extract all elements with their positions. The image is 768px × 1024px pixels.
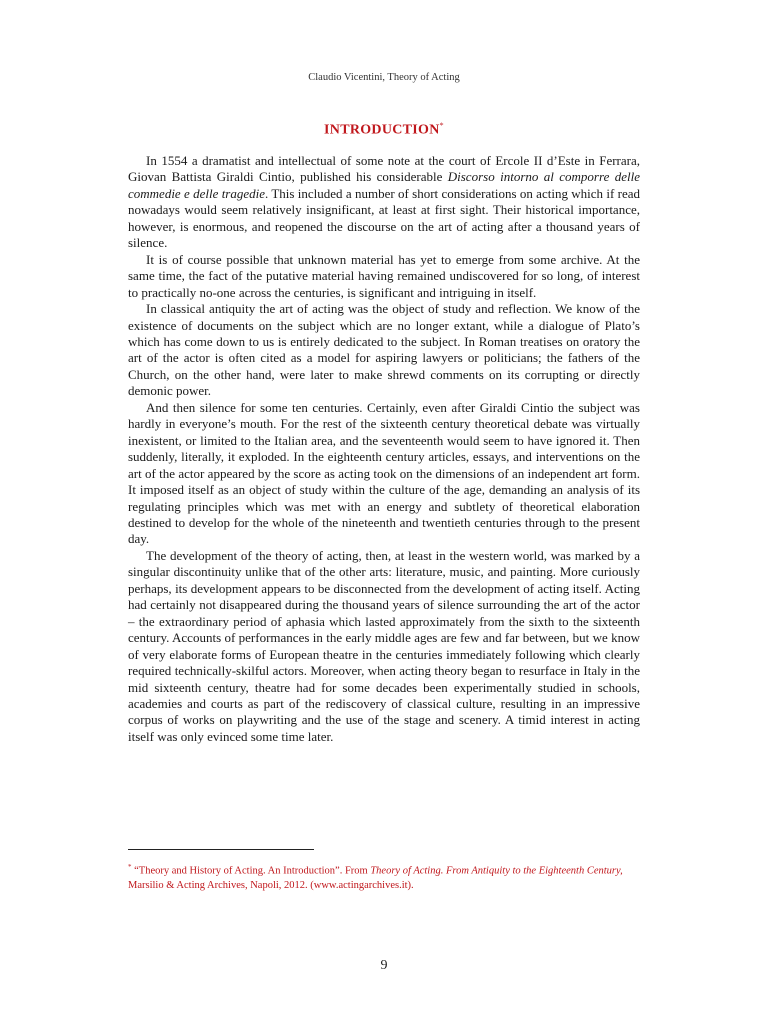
footnote-lead: “Theory and History of Acting. An Introduction”. From <box>131 865 371 877</box>
footnote <box>128 860 640 894</box>
footnote-tail[interactable]: Marsilio & Acting Archives, Napoli, 2012. (www.actingarchives.it). <box>128 880 414 891</box>
chapter-title <box>0 121 768 139</box>
footnote-separator <box>128 849 314 850</box>
chapter-title-text: INTRODUCTION <box>324 122 440 138</box>
body-text <box>128 153 640 745</box>
paragraph-1-book-title: Discorso intorno al comporre delle commedie e delle tragedie <box>128 169 640 201</box>
paragraph-3: In classical antiquity the art of acting was the object of study and reflection. We know of the existence of documents on the subject which are no longer extant, while a dialogue of Plato’s which has come down to us is entirely dedicated to the subject. In Roman treatises on oratory the art of the actor is often cited as a model for aspiring lawyers or politicians; the fathers of the Church, on the other hand, were later to make shrewd comments on its corrupting or directly demonic power. <box>128 301 640 399</box>
footnote-book-title: Theory of Acting. From Antiquity to the Eighteenth Century, <box>370 865 623 877</box>
paragraph-1-text-b: . This included a number of short considerations on acting which if read nowadays would seem relatively insignificant, at least at first sight. Their historical importance, however, is enormous, and reopened the discourse on the art of acting after a thousand years of silence. <box>128 185 640 251</box>
page-number: 9 <box>380 958 388 973</box>
paragraph-1-text-a: In 1554 a dramatist and intellectual of some note at the court of Ercole II d’Este in Ferrara, Giovan Battista Giraldi Cintio, published his considerable <box>128 153 640 185</box>
footnote-mark: * <box>128 863 132 871</box>
footnote-reference-mark[interactable]: * <box>439 121 444 130</box>
paragraph-2: It is of course possible that unknown material has yet to emerge from some archive. At the same time, the fact of the putative material having remained undiscovered for so long, of interest to practically no-one across the centuries, is significant and intriguing in itself. <box>128 251 640 300</box>
paragraph-5: The development of the theory of acting, then, at least in the western world, was marked by a singular discontinuity unlike that of the other arts: literature, music, and painting. More curiously perhaps, its development appears to be disconnected from the development of acting itself. Acting had certainly not disappeared during the thousand years of silence surrounding the art of the actor – the extraordinary period of aphasia which lasted approximately from the sixth to the sixteenth century. Accounts of performances in the early middle ages are few and far between, but we know of very elaborate forms of European theatre in the centuries immediately following which clearly required technically-skilful actors. Moreover, when acting theory began to resurface in Italy in the mid sixteenth century, theatre had for some decades been experimentally studied in schools, academies and courts as part of the rediscovery of classical culture, resulting in an impressive corpus of works on playwriting and the use of the stage and scenery. A timid interest in acting itself was only evinced some time later. <box>128 547 640 744</box>
running-head: Claudio Vicentini, Theory of Acting <box>308 72 460 83</box>
paragraph-4: And then silence for some ten centuries. Certainly, even after Giraldi Cintio the subject was hardly in everyone’s mouth. For the rest of the sixteenth century theoretical debate was virtually inexistent, or limited to the Italian area, and the seventeenth would seem to have ignored it. Then suddenly, literally, it exploded. In the eighteenth century articles, essays, and interventions on the art of the actor appeared by the score as acting took on the dimensions of an independent art form. It imposed itself as an object of study within the culture of the age, demanding an analysis of its regulating principles which was met with an energy and subtlety of theoretical elaboration destined to develop for the whole of the nineteenth and twentieth centuries through to the present day. <box>128 399 640 547</box>
paragraph-1 <box>128 153 640 252</box>
